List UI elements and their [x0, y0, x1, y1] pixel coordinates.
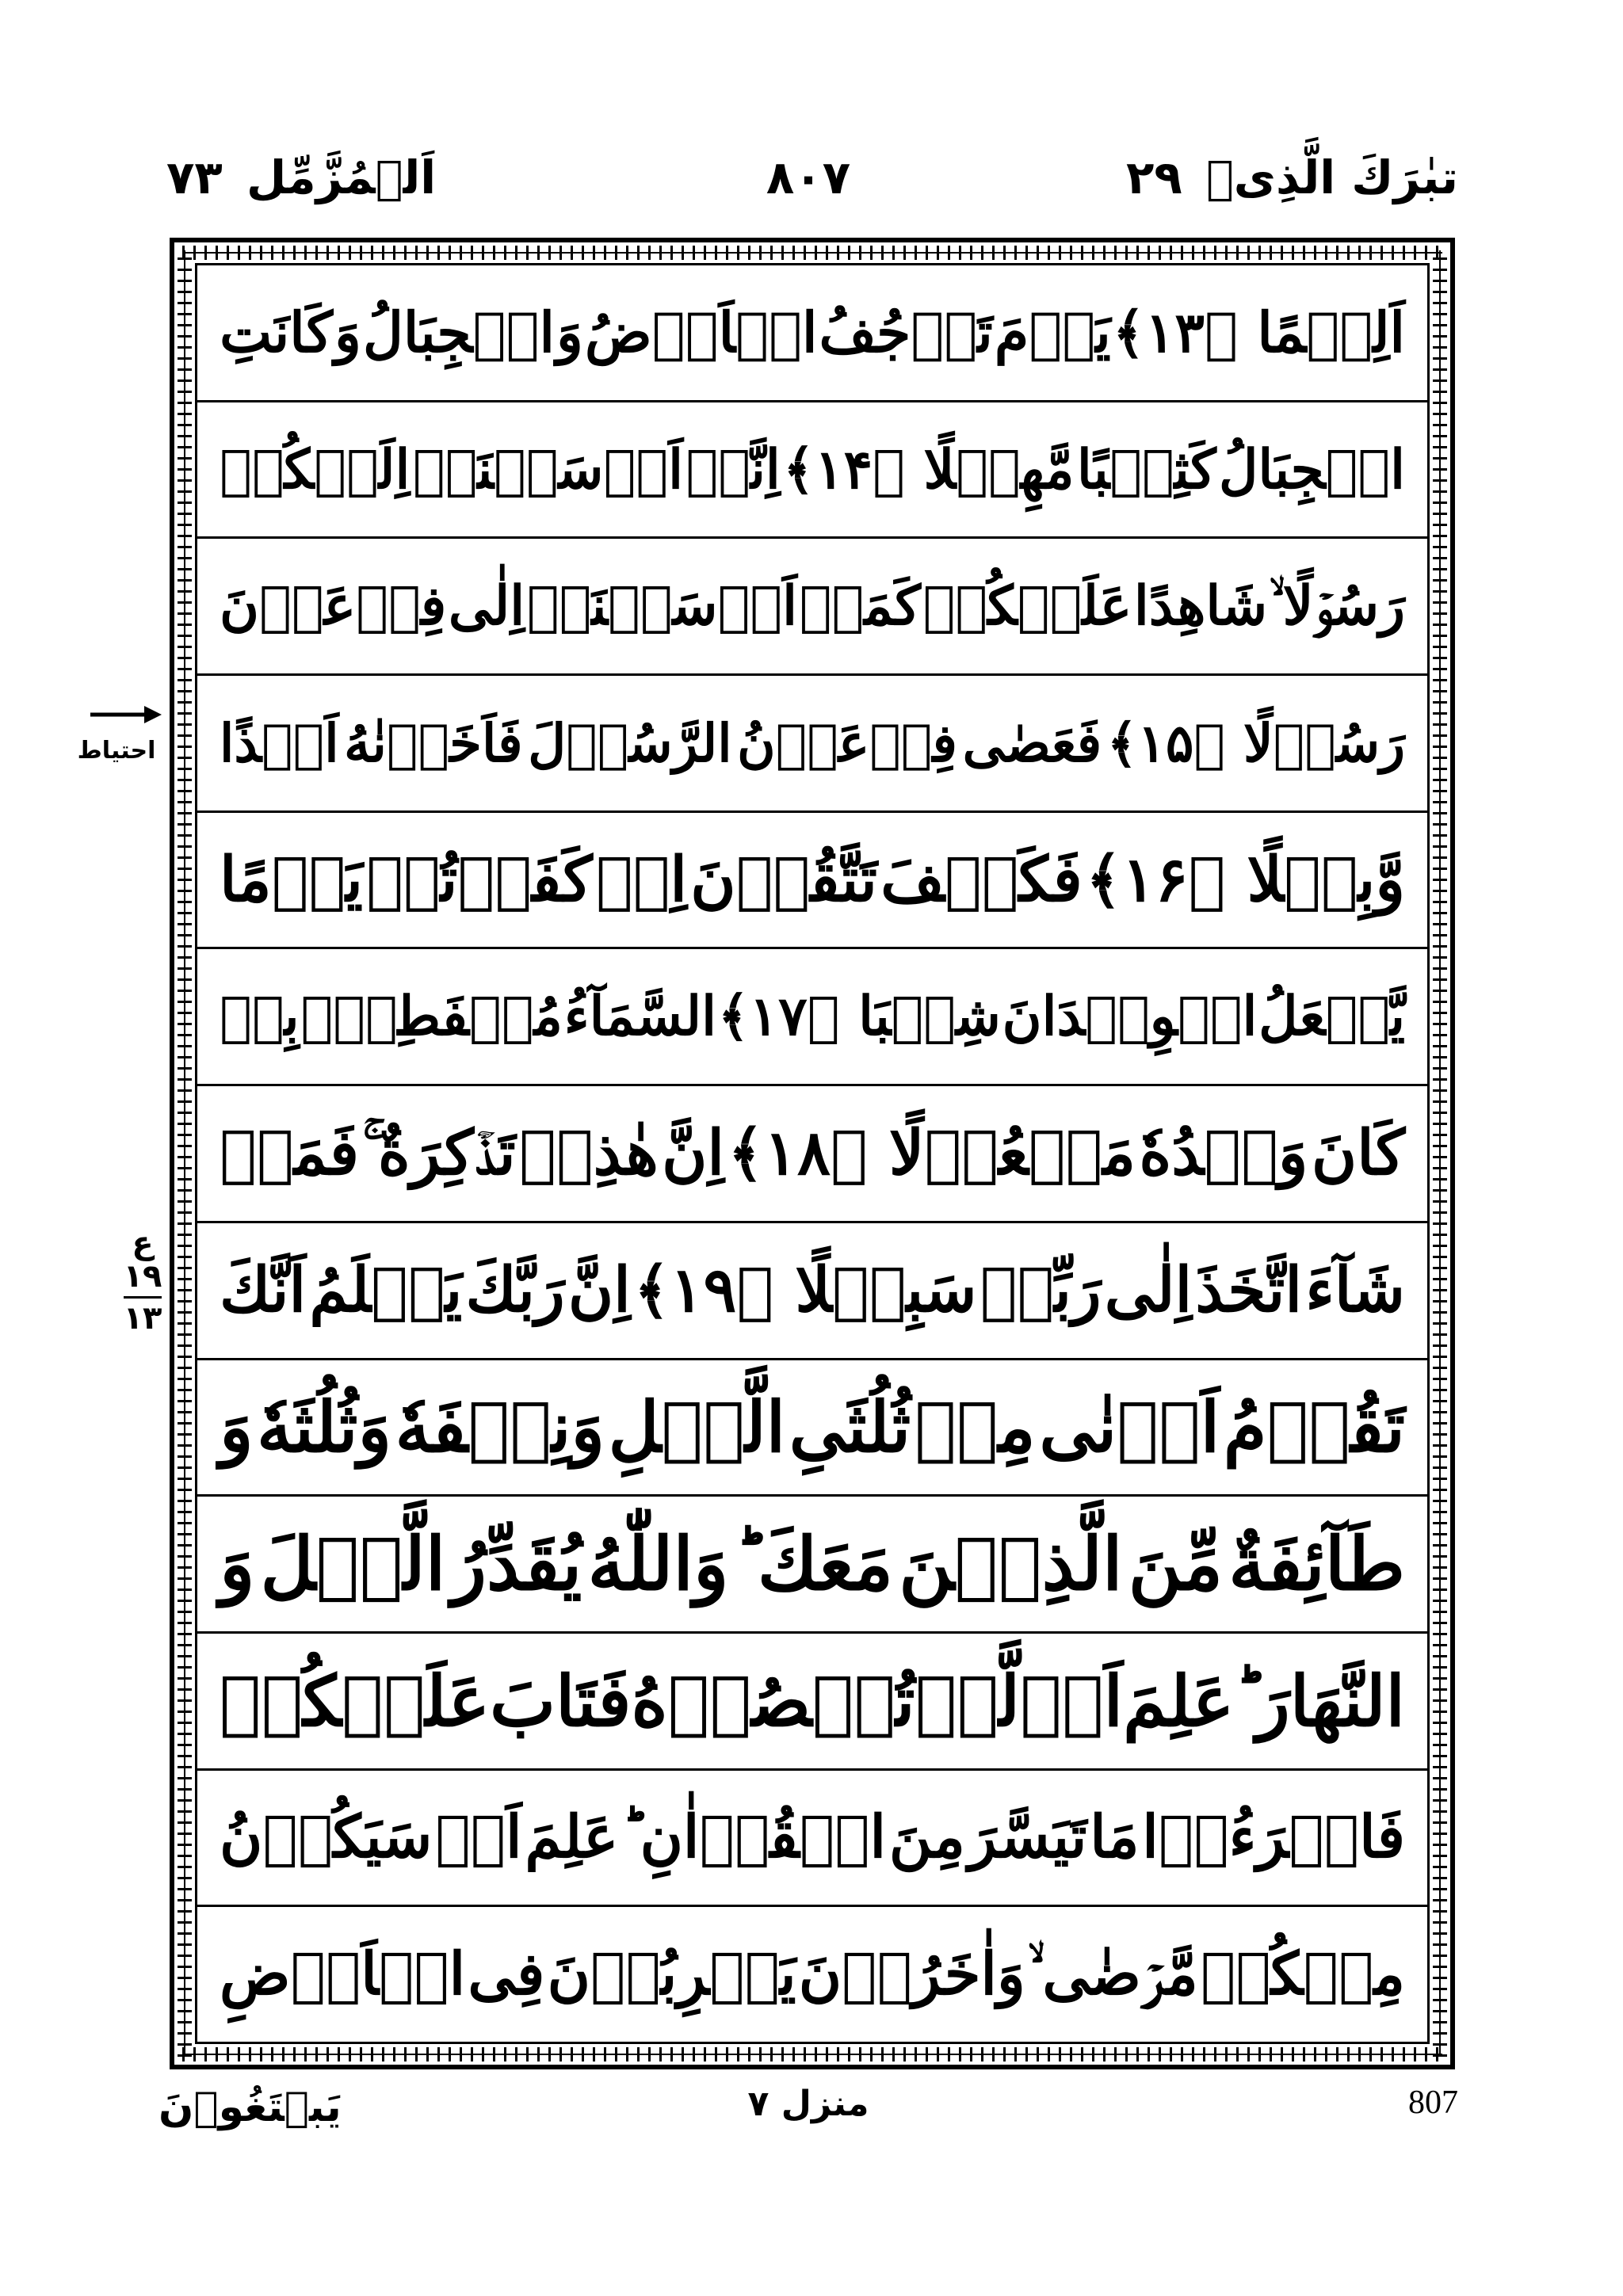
- sura-name: اَلۡمُزَّمِّل: [246, 151, 437, 204]
- verse-line: [197, 813, 1427, 950]
- verse-word: الَّیۡلِ: [608, 1386, 786, 1469]
- verse-word: طَآئِفَةٌ: [1228, 1521, 1405, 1608]
- verse-word: سَیَكُوۡنُ: [220, 1803, 433, 1872]
- verse-word: فَعَصٰی: [962, 711, 1102, 774]
- manzil-label: منزل ۷: [747, 2084, 869, 2124]
- verse-word: وَثُلُثَهٗ: [257, 1386, 391, 1469]
- ruku-verses: ۱۳: [123, 1300, 162, 1337]
- verse-word: اَنۡ: [435, 1803, 522, 1872]
- verse-word: وَعۡدُهٗ: [1139, 1117, 1308, 1190]
- verse-word: كَثِیۡبًا: [1076, 437, 1216, 502]
- verse-word: كَمَاۤ: [799, 574, 921, 639]
- verse-word: مَّهِیۡلًا ﴿۱۴﴾: [783, 437, 1075, 502]
- verse-word: اِلَیۡكُمۡ: [220, 437, 411, 502]
- verse-word: رَبَّكَ: [465, 1254, 565, 1327]
- verse-word: فَكَیۡفَ: [880, 844, 1083, 917]
- verse-word: اِنَّاۤ: [685, 437, 781, 502]
- verse-word: مَفۡعُوۡلًا ﴿۱۸﴾: [727, 1117, 1136, 1190]
- verse-word: فِرۡعَوۡنُ: [737, 711, 957, 774]
- verse-word: كَانَ: [1311, 1117, 1405, 1190]
- page-header: [158, 151, 1458, 238]
- verse-word: عَلِمَ: [1123, 1659, 1235, 1742]
- verse-line: [197, 1634, 1427, 1771]
- verse-line: [197, 1771, 1427, 1908]
- verse-word: لَّنۡ: [915, 1659, 1021, 1742]
- verse-word: رَسُوۡلًا ۙ: [1269, 574, 1405, 638]
- page-frame: [170, 238, 1455, 2069]
- verse-word: مِنَ: [888, 1803, 965, 1872]
- verse-lines: [197, 265, 1427, 2042]
- catchword: یَبۡتَغُوۡنَ: [158, 2084, 342, 2131]
- verse-line: [197, 1907, 1427, 2042]
- text-area: [195, 263, 1430, 2044]
- verse-line: [197, 949, 1427, 1086]
- verse-word: مِنۡ: [914, 1386, 1036, 1469]
- verse-word: مَعَكَ ؕ: [734, 1521, 894, 1608]
- ruku-symbol: ع: [132, 1225, 154, 1261]
- verse-word: وَاللّٰهُ: [587, 1521, 729, 1608]
- border-ornament-right: [1433, 250, 1447, 2057]
- verse-word: اِلٰی: [448, 574, 525, 639]
- page-number: 807: [1408, 2084, 1458, 2121]
- verse-word: عَلَیۡكُمۡ: [922, 574, 1132, 639]
- verse-word: وَ: [220, 1386, 254, 1469]
- border-ornament-bottom: [182, 2047, 1442, 2061]
- verse-word: اَدۡنٰی: [1039, 1386, 1220, 1469]
- verse-word: اِنۡ: [595, 844, 688, 917]
- verse-word: شَاهِدًا: [1133, 574, 1268, 639]
- verse-word: السَّمَآءُ: [563, 985, 716, 1049]
- verse-word: وَ: [220, 1521, 255, 1608]
- verse-word: عَلِمَ: [525, 1803, 619, 1872]
- verse-word: وَنِصۡفَهٗ: [395, 1386, 605, 1469]
- border-ornament-top: [182, 246, 1442, 260]
- verse-word: فِرۡعَوۡنَ: [220, 574, 447, 639]
- verse-word: عَلَیۡكُمۡ: [219, 1659, 491, 1742]
- verse-word: تَتَّقُوۡنَ: [690, 844, 877, 917]
- verse-word: اِلٰی: [1104, 1254, 1193, 1327]
- juz-number: ۲۹: [1125, 151, 1182, 204]
- verse-word: وَاٰخَرُوۡنَ: [798, 1940, 1025, 2009]
- verse-word: شَآءَ: [1305, 1254, 1405, 1327]
- verse-word: یَّجۡعَلُ: [1258, 985, 1405, 1049]
- verse-word: رَبِّهٖ: [980, 1254, 1102, 1327]
- verse-word: الۡجِبَالُ: [1218, 437, 1405, 502]
- verse-word: فَاقۡرَءُوۡا: [1142, 1803, 1405, 1872]
- verse-line: [197, 539, 1427, 676]
- juz-name: تبٰرَكَ الَّذِیۡ: [1205, 151, 1458, 204]
- verse-word: النَّهَارَ ؕ: [1234, 1659, 1405, 1742]
- verse-word: بِهٖ: [220, 985, 300, 1049]
- verse-word: اِنَّ: [662, 1117, 725, 1190]
- verse-word: هٰذِهٖ: [519, 1117, 659, 1190]
- verse-word: كَفَرۡتُمۡ: [366, 844, 593, 917]
- verse-word: الۡاَرۡضُ: [584, 299, 818, 366]
- verse-word: مَّرۡضٰی ۙ: [1027, 1939, 1198, 2008]
- verse-word: یَوۡمًا: [220, 844, 363, 917]
- verse-word: الرَّسُوۡلَ: [528, 711, 732, 774]
- sura-number: ۷۳: [166, 151, 223, 204]
- ruku-count: ۱۹: [123, 1258, 162, 1295]
- verse-word: اَنَّكَ: [220, 1254, 307, 1327]
- verse-word: یَوۡمَ: [994, 299, 1111, 366]
- verse-word: تَذۡكِرَةٌ ۚ: [362, 1116, 516, 1189]
- verse-line: [197, 676, 1427, 813]
- ihtiyat-note: احتیاط: [77, 737, 156, 765]
- verse-word: مُنۡفَطِرٌۢ: [300, 985, 563, 1049]
- verse-line: [197, 1086, 1427, 1223]
- verse-word: الۡاَرۡضِ: [220, 1940, 466, 2009]
- verse-word: مِنۡكُمۡ: [1200, 1940, 1405, 2009]
- verse-word: یُقَدِّرُ: [451, 1521, 582, 1608]
- verse-word: الۡجِبَالُ: [362, 299, 555, 366]
- verse-line: [197, 402, 1427, 540]
- verse-word: الۡوِلۡدَانَ: [1002, 985, 1258, 1049]
- verse-word: تُحۡصُوۡهُ: [631, 1659, 915, 1742]
- verse-word: فَتَابَ: [490, 1659, 632, 1742]
- verse-word: اَخۡذًا: [220, 711, 339, 774]
- page-footer: [158, 2084, 1458, 2155]
- verse-word: فَمَنۡ: [220, 1117, 360, 1190]
- verse-word: اتَّخَذَ: [1195, 1254, 1303, 1327]
- verse-word: مِّنَ: [1128, 1521, 1224, 1608]
- verse-word: شِیۡبَا ﴿۱۷﴾: [717, 985, 1001, 1049]
- verse-word: وَّبِیۡلًا ﴿۱۶﴾: [1086, 844, 1405, 917]
- verse-word: فِی: [468, 1940, 545, 2009]
- verse-word: رَسُوۡلًا ﴿۱۵﴾: [1106, 711, 1405, 774]
- verse-word: سَبِیۡلًا ﴿۱۹﴾: [633, 1254, 977, 1327]
- verse-word: الَّیۡلَ: [260, 1521, 446, 1608]
- verse-word: فَاَخَذۡنٰهُ: [344, 711, 523, 774]
- verse-word: اَلِیۡمًا ﴿۱۳﴾: [1112, 299, 1405, 366]
- verse-word: الَّذِیۡنَ: [899, 1521, 1123, 1608]
- verse-word: یَضۡرِبُوۡنَ: [547, 1940, 796, 2009]
- sura-title: [158, 151, 436, 204]
- verse-word: وَ: [556, 299, 583, 366]
- verse-word: ثُلُثَیِ: [789, 1386, 911, 1469]
- page-number-urdu: ۸۰۷: [766, 151, 851, 204]
- verse-line: [197, 1497, 1427, 1634]
- verse-word: كَانَتِ: [220, 299, 333, 366]
- verse-word: اَنۡ: [1020, 1659, 1124, 1742]
- verse-word: الۡقُرۡاٰنِ ؕ: [621, 1803, 887, 1872]
- verse-word: مَا: [1090, 1803, 1140, 1872]
- juz-title: [1118, 151, 1458, 204]
- verse-line: [197, 1223, 1427, 1360]
- verse-word: وَ: [334, 299, 361, 366]
- verse-word: تَرۡجُفُ: [819, 299, 993, 366]
- verse-word: تَقُوۡمُ: [1223, 1386, 1405, 1469]
- ruku-marker: [119, 1226, 166, 1335]
- verse-word: یَعۡلَمُ: [309, 1254, 463, 1327]
- verse-line: [197, 1360, 1427, 1497]
- verse-line: [197, 265, 1427, 402]
- verse-word: اَرۡسَلۡنَاۤ: [412, 437, 683, 502]
- verse-word: اَرۡسَلۡنَاۤ: [526, 574, 797, 639]
- verse-word: اِنَّ: [567, 1254, 631, 1327]
- verse-word: تَیَسَّرَ: [968, 1803, 1087, 1872]
- arrow-right-icon: [89, 703, 162, 727]
- border-ornament-left: [178, 250, 192, 2057]
